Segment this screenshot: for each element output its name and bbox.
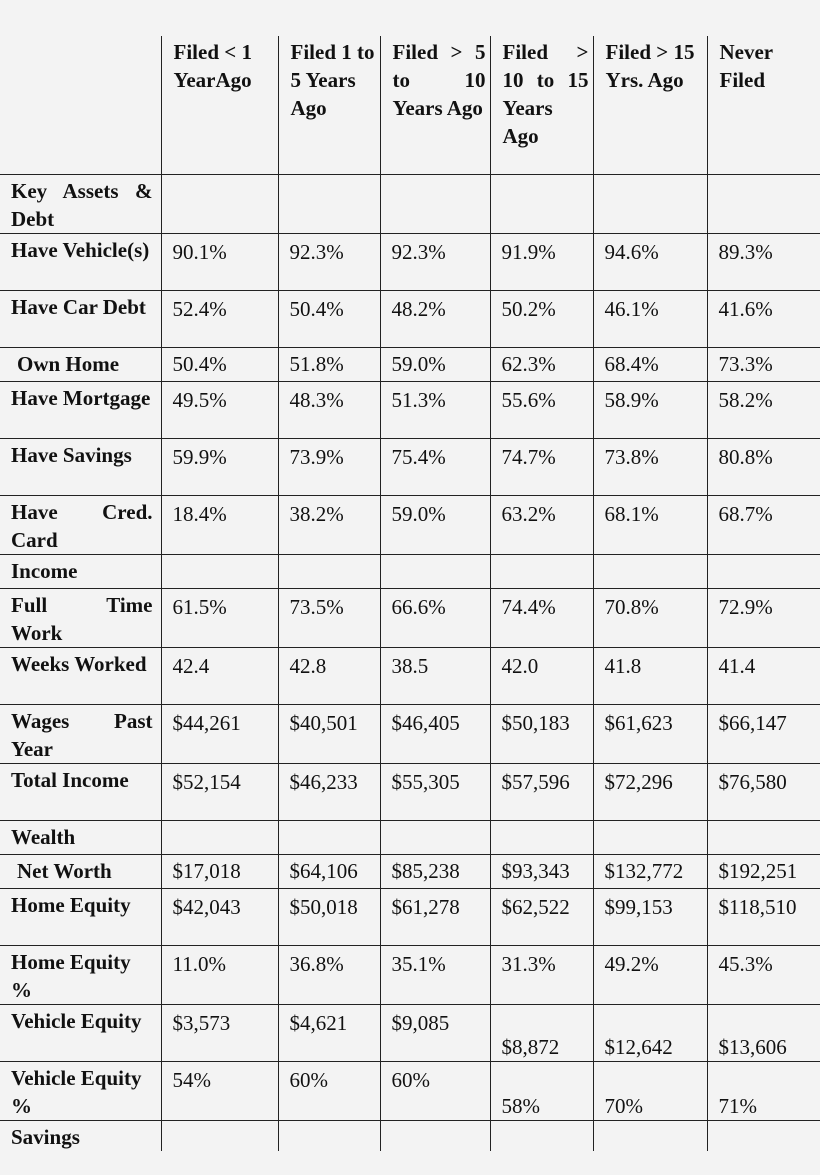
table-cell: 31.3% <box>490 945 593 1004</box>
table-cell: 70% <box>593 1061 707 1120</box>
table-cell: 68.1% <box>593 495 707 554</box>
table-cell: 89.3% <box>707 233 820 290</box>
table-cell: $12,642 <box>593 1004 707 1061</box>
table-cell: 11.0% <box>161 945 278 1004</box>
table-cell: $64,106 <box>278 854 380 888</box>
table-cell: 80.8% <box>707 438 820 495</box>
table-cell: $93,343 <box>490 854 593 888</box>
table-cell: 42.8 <box>278 647 380 704</box>
table-cell: 73.3% <box>707 347 820 381</box>
table-cell: 60% <box>278 1061 380 1120</box>
table-cell: $55,305 <box>380 763 490 820</box>
table-cell: 50.4% <box>161 347 278 381</box>
table-cell: 41.4 <box>707 647 820 704</box>
row-label: Savings <box>11 1124 80 1149</box>
table-cell: 60% <box>380 1061 490 1120</box>
table-cell: 94.6% <box>593 233 707 290</box>
table-row <box>0 888 820 945</box>
table-row <box>0 763 820 820</box>
row-label: Total Income <box>0 763 161 820</box>
table-cell: $72,296 <box>593 763 707 820</box>
table-cell: $3,573 <box>161 1004 278 1061</box>
col-header-filed-5-10: Filed > 5 to 10 Years Ago <box>380 36 490 174</box>
table-cell: 48.3% <box>278 381 380 438</box>
table-cell: $13,606 <box>707 1004 820 1061</box>
table-cell: 73.9% <box>278 438 380 495</box>
table-cell: $132,772 <box>593 854 707 888</box>
table-cell: 63.2% <box>490 495 593 554</box>
table-row <box>0 381 820 438</box>
data-table-wrapper <box>0 36 820 1151</box>
table-cell: $61,623 <box>593 704 707 763</box>
table-cell: 73.5% <box>278 588 380 647</box>
table-cell: 51.8% <box>278 347 380 381</box>
table-row <box>0 1061 820 1120</box>
table-cell: 54% <box>161 1061 278 1120</box>
row-label: Vehicle Equity <box>0 1004 161 1061</box>
table-cell: 55.6% <box>490 381 593 438</box>
table-cell: $99,153 <box>593 888 707 945</box>
table-cell: 71% <box>707 1061 820 1120</box>
table-row <box>0 233 820 290</box>
row-label: Have Cred. Card <box>0 495 161 554</box>
table-row <box>0 1120 820 1151</box>
table-cell: $42,043 <box>161 888 278 945</box>
table-cell: 42.4 <box>161 647 278 704</box>
table-cell: 62.3% <box>490 347 593 381</box>
table-cell: 68.4% <box>593 347 707 381</box>
table-cell: 18.4% <box>161 495 278 554</box>
row-label: Wages Past Year <box>0 704 161 763</box>
table-cell: 50.2% <box>490 290 593 347</box>
table-cell: 92.3% <box>278 233 380 290</box>
table-cell: 35.1% <box>380 945 490 1004</box>
table-cell: $50,183 <box>490 704 593 763</box>
table-cell: $61,278 <box>380 888 490 945</box>
col-header-filed-gt-15: Filed > 15 Yrs. Ago <box>593 36 707 174</box>
table-cell: 73.8% <box>593 438 707 495</box>
table-cell: 59.0% <box>380 495 490 554</box>
row-label: Wealth <box>0 820 161 854</box>
row-label: Vehicle Equity % <box>0 1061 161 1120</box>
table-row <box>0 647 820 704</box>
table-cell: 68.7% <box>707 495 820 554</box>
table-cell: $40,501 <box>278 704 380 763</box>
row-label: Full Time Work <box>0 588 161 647</box>
table-cell: 41.6% <box>707 290 820 347</box>
table-row <box>0 174 820 233</box>
table-cell: 42.0 <box>490 647 593 704</box>
corner-cell <box>0 36 161 174</box>
row-label: Own Home <box>0 347 161 381</box>
row-label: Income <box>0 554 161 588</box>
table-cell: 58.9% <box>593 381 707 438</box>
table-row <box>0 1004 820 1061</box>
col-header-filed-1-5: Filed 1 to 5 Years Ago <box>278 36 380 174</box>
table-cell: 38.5 <box>380 647 490 704</box>
table-row <box>0 820 820 854</box>
table-cell: $46,233 <box>278 763 380 820</box>
row-label: Key Assets & Debt <box>0 174 161 233</box>
table-row <box>0 554 820 588</box>
col-header-filed-lt-1: Filed < 1 YearAgo <box>161 36 278 174</box>
table-cell: 72.9% <box>707 588 820 647</box>
col-header-filed-10-15: Filed > 10 to 15 Years Ago <box>490 36 593 174</box>
table-cell: 36.8% <box>278 945 380 1004</box>
table-cell: 49.2% <box>593 945 707 1004</box>
table-row <box>0 588 820 647</box>
table-cell: $66,147 <box>707 704 820 763</box>
table-cell: $50,018 <box>278 888 380 945</box>
table-cell: 50.4% <box>278 290 380 347</box>
table-cell: $76,580 <box>707 763 820 820</box>
row-label: Have Savings <box>0 438 161 495</box>
row-label: Net Worth <box>0 854 161 888</box>
table-cell: 59.0% <box>380 347 490 381</box>
table-row <box>0 290 820 347</box>
table-cell: $57,596 <box>490 763 593 820</box>
table-cell: 41.8 <box>593 647 707 704</box>
table-cell: $17,018 <box>161 854 278 888</box>
table-cell: $52,154 <box>161 763 278 820</box>
table-cell: $85,238 <box>380 854 490 888</box>
table-cell: 51.3% <box>380 381 490 438</box>
table-cell: $192,251 <box>707 854 820 888</box>
table-cell: $62,522 <box>490 888 593 945</box>
row-label: Home Equity <box>0 888 161 945</box>
table-row <box>0 945 820 1004</box>
row-label: Home Equity % <box>0 945 161 1004</box>
table-cell: 49.5% <box>161 381 278 438</box>
table-cell: 92.3% <box>380 233 490 290</box>
table-row <box>0 495 820 554</box>
table-cell: 75.4% <box>380 438 490 495</box>
table-cell: $8,872 <box>490 1004 593 1061</box>
table-cell: 38.2% <box>278 495 380 554</box>
table-cell: 58% <box>490 1061 593 1120</box>
col-header-never-filed: Never Filed <box>707 36 820 174</box>
row-label: Have Car Debt <box>0 290 161 347</box>
table-cell: 61.5% <box>161 588 278 647</box>
table-cell: $46,405 <box>380 704 490 763</box>
table-row <box>0 347 820 381</box>
table-row <box>0 438 820 495</box>
table-cell: 48.2% <box>380 290 490 347</box>
table-row <box>0 854 820 888</box>
table-cell: 59.9% <box>161 438 278 495</box>
table-cell: $9,085 <box>380 1004 490 1061</box>
table-cell: 91.9% <box>490 233 593 290</box>
row-label: Have Mortgage <box>0 381 161 438</box>
table-cell: 58.2% <box>707 381 820 438</box>
table-cell: 66.6% <box>380 588 490 647</box>
table-cell: $44,261 <box>161 704 278 763</box>
table-row <box>0 704 820 763</box>
table-cell: 74.7% <box>490 438 593 495</box>
bankruptcy-comparison-table <box>0 36 820 1151</box>
row-label: Have Vehicle(s) <box>0 233 161 290</box>
row-label: Weeks Worked <box>0 647 161 704</box>
table-cell: $118,510 <box>707 888 820 945</box>
table-cell: 70.8% <box>593 588 707 647</box>
table-cell: 74.4% <box>490 588 593 647</box>
table-cell: 90.1% <box>161 233 278 290</box>
table-cell: $4,621 <box>278 1004 380 1061</box>
table-cell: 52.4% <box>161 290 278 347</box>
table-cell: 46.1% <box>593 290 707 347</box>
table-cell: 45.3% <box>707 945 820 1004</box>
